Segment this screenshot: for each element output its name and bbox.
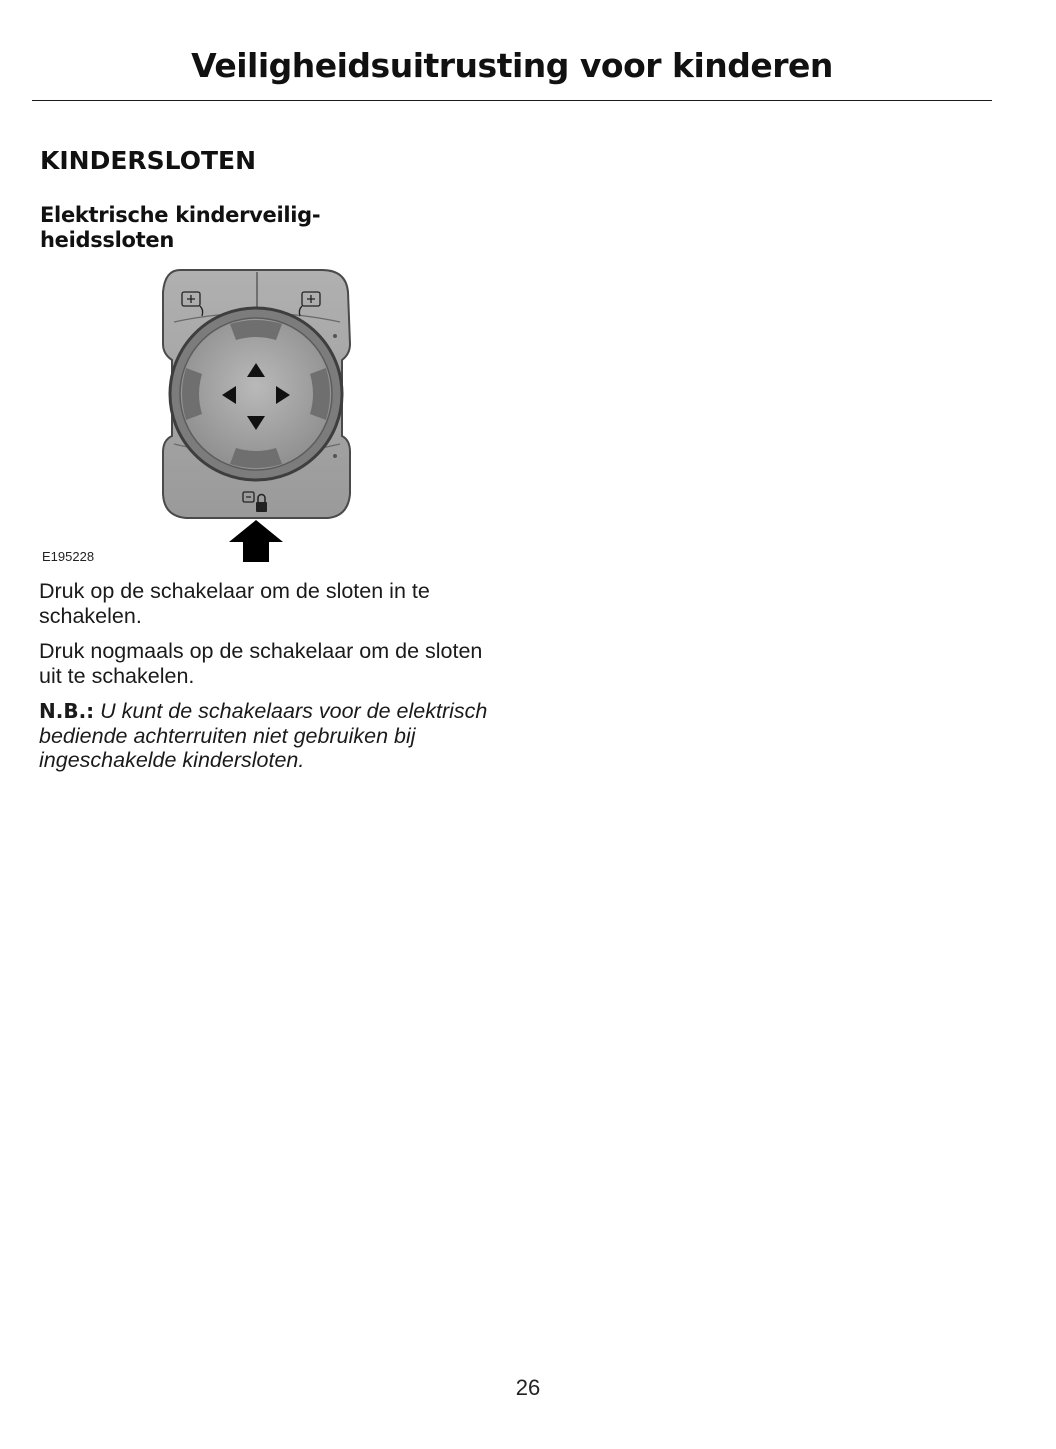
mirror-switch-illustration (40, 268, 480, 568)
page-header (32, 44, 992, 101)
note-label: N.B.: (39, 699, 95, 723)
page-title: Veiligheidsuitrusting voor kinderen (191, 46, 833, 85)
mirror-switch-figure (40, 268, 480, 568)
subsection-heading-text: Elektrische kinderveilig- heidssloten (40, 203, 321, 252)
section-heading: KINDERSLOTEN (40, 146, 257, 175)
instruction-enable: Druk op de schakelaar om de sloten in te schakelen. (39, 579, 430, 628)
direction-pad-icon (170, 308, 342, 480)
page-number: 26 (515, 1375, 541, 1400)
instruction-disable: Druk nogmaals op de schakelaar om de sloten uit te schakelen. (39, 639, 483, 688)
arrow-up-indicator-icon (229, 520, 283, 562)
note (39, 699, 509, 773)
figure-id: E195228 (42, 549, 95, 564)
subsection-heading (40, 203, 460, 253)
note-text: U kunt de schakelaars voor de elektrisch bediende achterruiten niet gebruiken bij ingeschakelde kindersloten. (39, 699, 488, 772)
